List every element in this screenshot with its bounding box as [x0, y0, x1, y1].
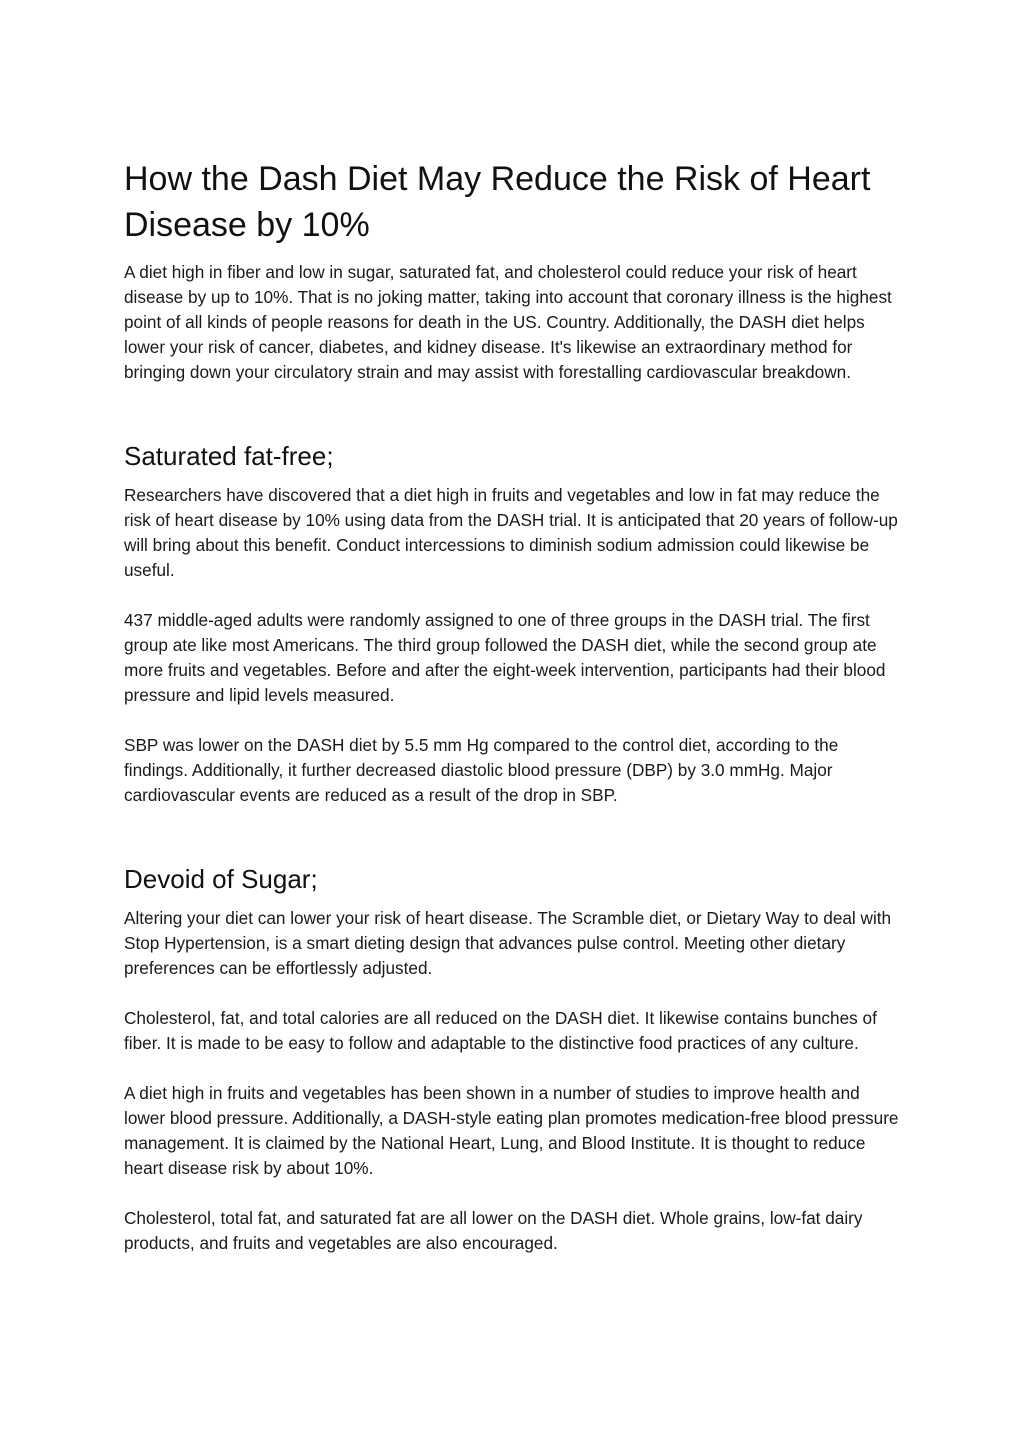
- section-paragraph: Cholesterol, total fat, and saturated fat are all lower on the DASH diet. Whole grains, low-fat dairy products, and fruits and vegetables are also encouraged.: [124, 1208, 863, 1253]
- page-title: How the Dash Diet May Reduce the Risk of Heart Disease by 10%: [124, 160, 871, 244]
- section-heading: Devoid of Sugar;: [124, 864, 318, 894]
- section-paragraph: Cholesterol, fat, and total calories are all reduced on the DASH diet. It likewise contains bunches of fiber. It is made to be easy to follow and adaptable to the distinctive food practices of any culture.: [124, 1008, 877, 1053]
- intro-paragraph: A diet high in fiber and low in sugar, saturated fat, and cholesterol could reduce your risk of heart disease by up to 10%. That is no joking matter, taking into account that coronary illness is the highest point of all kinds of people reasons for death in the US. Country. Additionally, the DASH diet helps lower your risk of cancer, diabetes, and kidney disease. It's likewise an extraordinary method for bringing down your circulatory strain and may assist with forestalling cardiovascular breakdown.: [124, 262, 892, 382]
- section-paragraph: 437 middle-aged adults were randomly assigned to one of three groups in the DASH trial. The first group ate like most Americans. The third group followed the DASH diet, while the second group ate more fruits and vegetables. Before and after the eight-week intervention, participants had their blood pressure and lipid levels measured.: [124, 610, 886, 705]
- section-paragraph: A diet high in fruits and vegetables has been shown in a number of studies to improve health and lower blood pressure. Additionally, a DASH-style eating plan promotes medication-free blood pressure management. It is claimed by the National Heart, Lung, and Blood Institute. It is thought to reduce heart disease risk by about 10%.: [124, 1083, 899, 1178]
- section-devoid-of-sugar: [124, 863, 904, 1256]
- document-page: [124, 156, 904, 1256]
- section-heading: Saturated fat-free;: [124, 441, 334, 471]
- section-saturated-fat-free: [124, 440, 904, 808]
- section-paragraph: Altering your diet can lower your risk of heart disease. The Scramble diet, or Dietary Way to deal with Stop Hypertension, is a smart dieting design that advances pulse control. Meeting other dietary preferences can be effortlessly adjusted.: [124, 908, 892, 978]
- section-paragraph: SBP was lower on the DASH diet by 5.5 mm Hg compared to the control diet, according to the findings. Additionally, it further decreased diastolic blood pressure (DBP) by 3.0 mmHg. Major cardiovascular events are reduced as a result of the drop in SBP.: [124, 735, 839, 805]
- section-paragraph: Researchers have discovered that a diet high in fruits and vegetables and low in fat may reduce the risk of heart disease by 10% using data from the DASH trial. It is anticipated that 20 years of follow-up will bring about this benefit. Conduct intercessions to diminish sodium admission could likewise be useful.: [124, 485, 898, 580]
